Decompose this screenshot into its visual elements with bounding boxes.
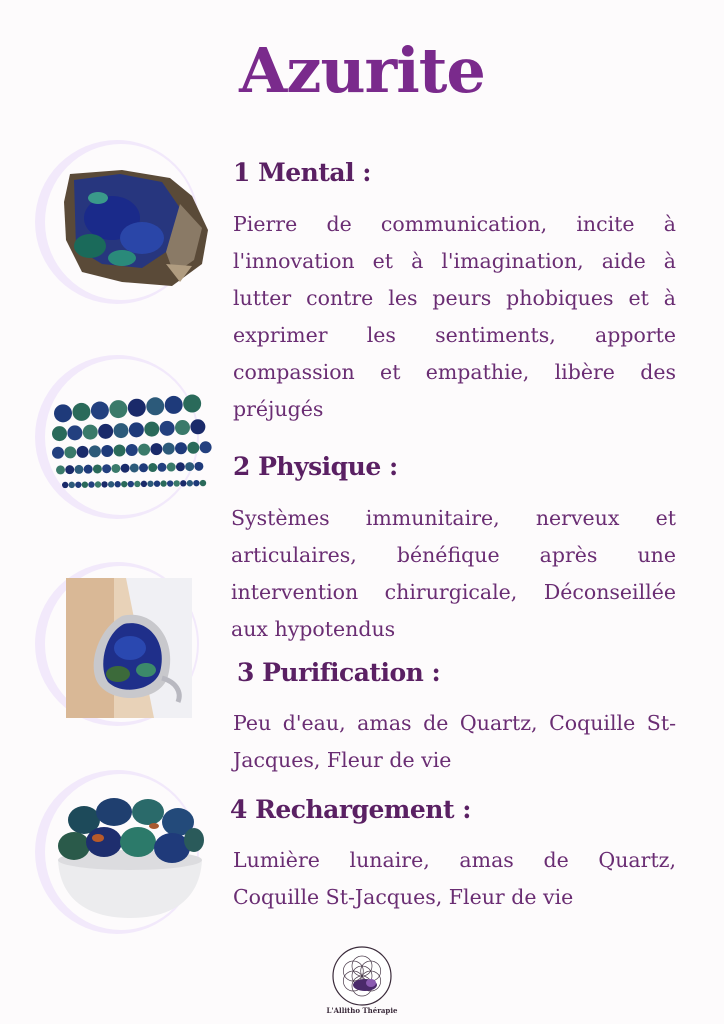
section-text-purification: Peu d'eau, amas de Quartz, Coquille St-Jacques, Fleur de vie <box>233 711 676 772</box>
section-heading-purification: 3 Purification : <box>237 658 441 687</box>
azurite-bead-strands-image <box>48 388 218 493</box>
tumbled-azurite-bowl-image <box>54 790 206 922</box>
section-text-physique: Systèmes immunitaire, nerveux et articulaires, bénéfique après une intervention chirurgicale, Déconseillée aux hypotendus <box>231 506 676 641</box>
raw-azurite-stone-image <box>62 168 210 290</box>
section-text-mental: Pierre de communication, incite à l'innovation et à l'imagination, aide à lutter contre les peurs phobiques et à exprimer les sentiments, apporte compassion et empathie, libère des préjugés <box>233 212 676 421</box>
brand-name: L'Allitho Thérapie <box>326 1006 398 1015</box>
flower-of-life-logo <box>331 945 393 1007</box>
section-text-rechargement: Lumière lunaire, amas de Quartz, Coquille St-Jacques, Fleur de vie <box>233 848 676 909</box>
azurite-silver-ring-image <box>66 578 192 718</box>
section-heading-rechargement: 4 Rechargement : <box>230 795 471 824</box>
page-title: Azurite <box>239 34 485 107</box>
section-heading-mental: 1 Mental : <box>233 158 372 187</box>
section-heading-physique: 2 Physique : <box>233 452 398 481</box>
